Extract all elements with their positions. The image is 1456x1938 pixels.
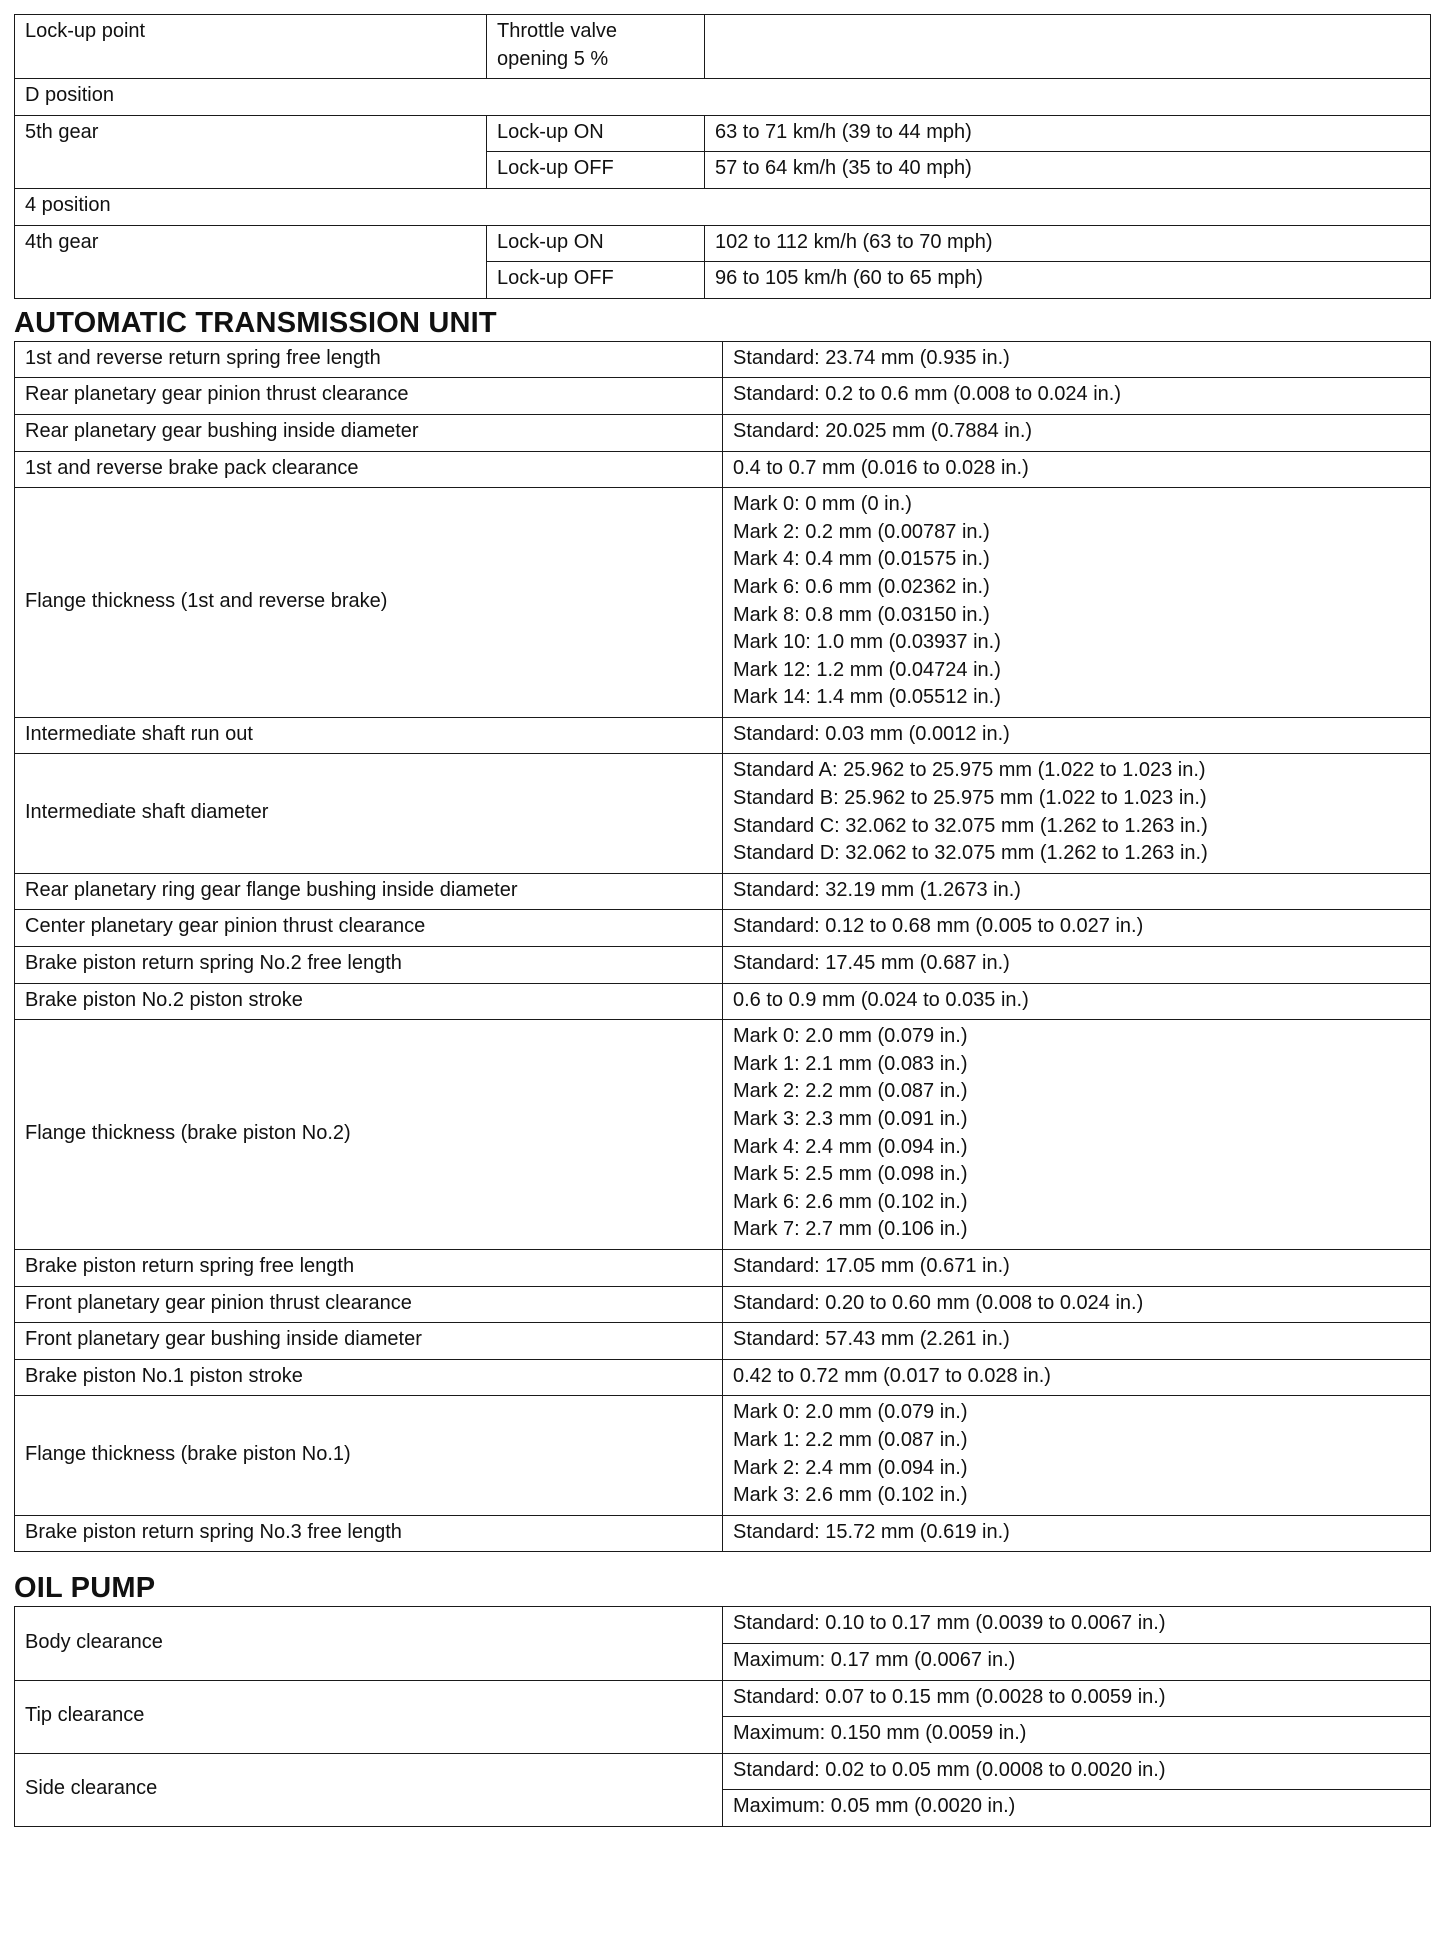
spec-value-line: 0.4 to 0.7 mm (0.016 to 0.028 in.): [733, 456, 1029, 479]
lockup-point-label: Lock-up point: [15, 15, 487, 79]
spec-value-cell: [723, 910, 1431, 947]
spec-value-line: Mark 0: 0 mm (0 in.): [733, 493, 912, 516]
lockup-table: [14, 14, 1431, 299]
table-row: [15, 1020, 1431, 1250]
spec-value-cell: [723, 488, 1431, 718]
spec-value-line: Standard A: 25.962 to 25.975 mm (1.022 to 1.023 in.): [733, 759, 1206, 782]
table-row: [15, 414, 1431, 451]
spec-value-line: Mark 6: 0.6 mm (0.02362 in.): [733, 575, 990, 598]
atu-section-title: AUTOMATIC TRANSMISSION UNIT: [14, 306, 497, 339]
table-row: [15, 1753, 1431, 1790]
table-row: [15, 1680, 1431, 1717]
spec-item-label: Front planetary gear pinion thrust clearance: [15, 1286, 723, 1323]
spec-item-label: Rear planetary ring gear flange bushing inside diameter: [15, 873, 723, 910]
spec-item-label: Brake piston No.2 piston stroke: [15, 983, 723, 1020]
spec-value-line: Mark 1: 2.1 mm (0.083 in.): [733, 1052, 968, 1075]
spec-item-label: Intermediate shaft diameter: [15, 754, 723, 873]
spec-item-label: Brake piston return spring free length: [15, 1249, 723, 1286]
spec-value-cell: [723, 414, 1431, 451]
spec-item-label: Intermediate shaft run out: [15, 717, 723, 754]
table-row: [15, 717, 1431, 754]
spec-value-cell: [723, 947, 1431, 984]
four-position-heading: 4 position: [15, 188, 1431, 225]
spec-item-label: Flange thickness (brake piston No.1): [15, 1396, 723, 1515]
condition-line: opening 5 %: [497, 47, 609, 70]
table-row: [15, 947, 1431, 984]
table-row: [15, 983, 1431, 1020]
spec-value-cell: [723, 1286, 1431, 1323]
table-row: [15, 754, 1431, 873]
spec-value-line: Standard: 0.20 to 0.60 mm (0.008 to 0.024 in.): [733, 1291, 1144, 1314]
table-row: [15, 341, 1431, 378]
spec-value-line: Standard: 17.45 mm (0.687 in.): [733, 952, 1010, 975]
table-row: [15, 79, 1431, 116]
spec-value-line: Standard: 0.03 mm (0.0012 in.): [733, 722, 1010, 745]
spec-item-label: Rear planetary gear bushing inside diameter: [15, 414, 723, 451]
spec-value-line: Standard: 17.05 mm (0.671 in.): [733, 1254, 1010, 1277]
spec-item-label: Rear planetary gear pinion thrust clearance: [15, 378, 723, 415]
spec-item-label: Tip clearance: [15, 1680, 723, 1753]
spec-value-line: Mark 2: 0.2 mm (0.00787 in.): [733, 520, 990, 543]
lockup-point-value: [705, 15, 1431, 79]
spec-value-line: Standard B: 25.962 to 25.975 mm (1.022 to 1.023 in.): [733, 787, 1207, 810]
spec-item-label: 1st and reverse brake pack clearance: [15, 451, 723, 488]
table-row: [15, 1607, 1431, 1644]
spec-item-label: Flange thickness (brake piston No.2): [15, 1020, 723, 1250]
table-row: [15, 1359, 1431, 1396]
oil-pump-table: [14, 1606, 1431, 1827]
spec-value-cell: [723, 1249, 1431, 1286]
spec-item-label: Side clearance: [15, 1753, 723, 1826]
table-row: [15, 1249, 1431, 1286]
spec-item-label: Front planetary gear bushing inside diameter: [15, 1323, 723, 1360]
spec-value-cell: [723, 873, 1431, 910]
spec-value-line: Standard: 0.12 to 0.68 mm (0.005 to 0.027 in.): [733, 915, 1144, 938]
spec-value-line: Mark 10: 1.0 mm (0.03937 in.): [733, 631, 1001, 654]
table-row: [15, 488, 1431, 718]
spec-value-line: Mark 0: 2.0 mm (0.079 in.): [733, 1025, 968, 1048]
spec-value-cell: [723, 754, 1431, 873]
spec-value-line: Standard: 20.025 mm (0.7884 in.): [733, 419, 1033, 442]
table-row: [15, 1515, 1431, 1552]
atu-table: [14, 341, 1431, 1553]
lockup-off-label: Lock-up OFF: [487, 262, 705, 299]
condition-line: Throttle valve: [497, 20, 618, 42]
lockup-on-value: 63 to 71 km/h (39 to 44 mph): [705, 115, 1431, 152]
spec-value-line: Mark 4: 2.4 mm (0.094 in.): [733, 1135, 968, 1158]
table-row: [15, 15, 1431, 79]
spec-value-line: Mark 1: 2.2 mm (0.087 in.): [733, 1428, 968, 1451]
spec-value-cell: [723, 451, 1431, 488]
table-row: [15, 1323, 1431, 1360]
lockup-off-value: 57 to 64 km/h (35 to 40 mph): [705, 152, 1431, 189]
spec-value-line: Standard C: 32.062 to 32.075 mm (1.262 to 1.263 in.): [733, 814, 1208, 837]
table-row: [15, 451, 1431, 488]
standard-value: Standard: 0.07 to 0.15 mm (0.0028 to 0.0059 in.): [723, 1680, 1431, 1717]
spec-value-cell: [723, 1515, 1431, 1552]
spec-value-line: Standard: 57.43 mm (2.261 in.): [733, 1328, 1010, 1351]
lockup-point-condition: [487, 15, 705, 79]
spec-item-label: Center planetary gear pinion thrust clearance: [15, 910, 723, 947]
spec-value-line: Mark 4: 0.4 mm (0.01575 in.): [733, 548, 990, 571]
maximum-value: Maximum: 0.17 mm (0.0067 in.): [723, 1643, 1431, 1680]
table-row: [15, 378, 1431, 415]
spec-item-label: Body clearance: [15, 1607, 723, 1680]
oil-pump-section-title: OIL PUMP: [14, 1572, 156, 1605]
spec-page: [14, 14, 1430, 1827]
spec-value-cell: [723, 717, 1431, 754]
standard-value: Standard: 0.10 to 0.17 mm (0.0039 to 0.0067 in.): [723, 1607, 1431, 1644]
spec-item-label: Brake piston return spring No.2 free length: [15, 947, 723, 984]
table-row: [15, 873, 1431, 910]
spec-value-cell: [723, 378, 1431, 415]
lockup-off-value: 96 to 105 km/h (60 to 65 mph): [705, 262, 1431, 299]
table-row: [15, 188, 1431, 225]
lockup-on-label: Lock-up ON: [487, 225, 705, 262]
spec-value-line: Standard D: 32.062 to 32.075 mm (1.262 to 1.263 in.): [733, 842, 1208, 865]
spec-value-line: Mark 6: 2.6 mm (0.102 in.): [733, 1190, 968, 1213]
spec-value-line: Mark 12: 1.2 mm (0.04724 in.): [733, 658, 1001, 681]
spec-value-line: Mark 3: 2.3 mm (0.091 in.): [733, 1108, 968, 1130]
d-position-heading: D position: [15, 79, 1431, 116]
spec-value-line: Mark 3: 2.6 mm (0.102 in.): [733, 1484, 968, 1507]
lockup-on-value: 102 to 112 km/h (63 to 70 mph): [705, 225, 1431, 262]
d-position-gear: 5th gear: [15, 115, 487, 188]
spec-value-line: 0.42 to 0.72 mm (0.017 to 0.028 in.): [733, 1364, 1051, 1387]
spec-value-line: Standard: 32.19 mm (1.2673 in.): [733, 878, 1021, 901]
spec-value-line: Mark 0: 2.0 mm (0.079 in.): [733, 1401, 968, 1424]
table-row: [15, 910, 1431, 947]
lockup-off-label: Lock-up OFF: [487, 152, 705, 189]
spec-item-label: Brake piston return spring No.3 free length: [15, 1515, 723, 1552]
spec-value-line: Mark 2: 2.2 mm (0.087 in.): [733, 1080, 968, 1103]
table-row: [15, 225, 1431, 262]
spec-value-line: Standard: 0.2 to 0.6 mm (0.008 to 0.024 in.): [733, 383, 1122, 406]
spec-value-cell: [723, 1359, 1431, 1396]
spec-value-line: Mark 14: 1.4 mm (0.05512 in.): [733, 686, 1001, 709]
spec-value-cell: [723, 341, 1431, 378]
spec-value-cell: [723, 1020, 1431, 1250]
spec-value-line: Mark 2: 2.4 mm (0.094 in.): [733, 1456, 968, 1479]
spec-value-line: Standard: 23.74 mm (0.935 in.): [733, 346, 1010, 369]
table-row: [15, 1396, 1431, 1515]
spec-value-cell: [723, 1396, 1431, 1515]
spec-value-line: 0.6 to 0.9 mm (0.024 to 0.035 in.): [733, 988, 1029, 1011]
table-row: [15, 115, 1431, 152]
spec-value-cell: [723, 983, 1431, 1020]
maximum-value: Maximum: 0.05 mm (0.0020 in.): [723, 1790, 1431, 1827]
spec-item-label: 1st and reverse return spring free length: [15, 341, 723, 378]
lockup-on-label: Lock-up ON: [487, 115, 705, 152]
spec-value-line: Standard: 15.72 mm (0.619 in.): [733, 1520, 1010, 1543]
standard-value: Standard: 0.02 to 0.05 mm (0.0008 to 0.0020 in.): [723, 1753, 1431, 1790]
spec-item-label: Brake piston No.1 piston stroke: [15, 1359, 723, 1396]
maximum-value: Maximum: 0.150 mm (0.0059 in.): [723, 1717, 1431, 1754]
spec-value-cell: [723, 1323, 1431, 1360]
spec-value-line: Mark 5: 2.5 mm (0.098 in.): [733, 1163, 968, 1186]
table-row: [15, 1286, 1431, 1323]
four-position-gear: 4th gear: [15, 225, 487, 298]
spec-value-line: Mark 7: 2.7 mm (0.106 in.): [733, 1218, 968, 1241]
spec-item-label: Flange thickness (1st and reverse brake): [15, 488, 723, 718]
spec-value-line: Mark 8: 0.8 mm (0.03150 in.): [733, 603, 990, 626]
